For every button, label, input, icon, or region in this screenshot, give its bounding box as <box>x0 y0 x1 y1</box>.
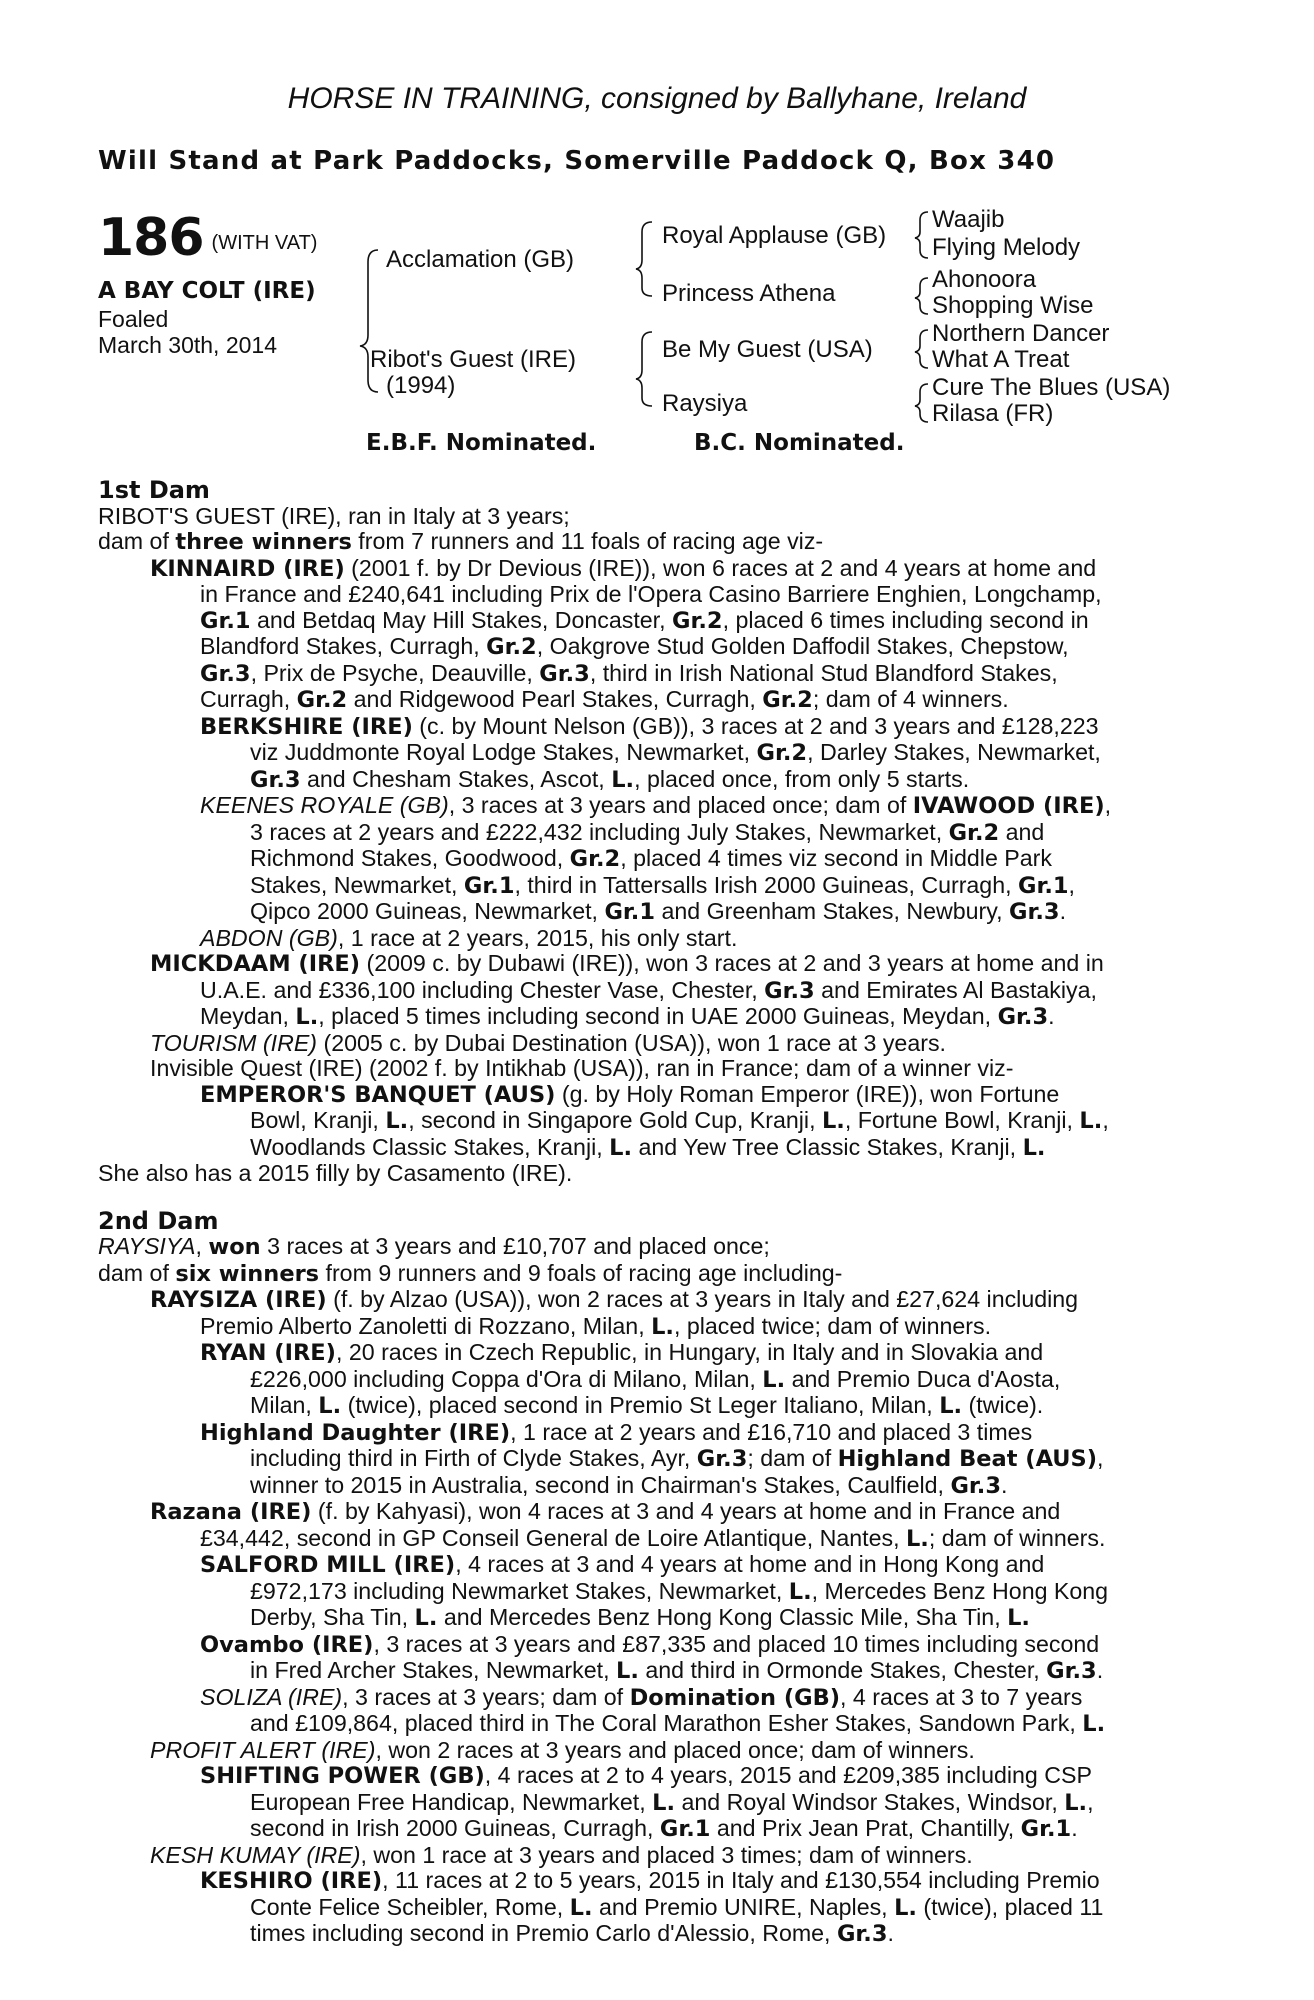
record-line: Derby, Sha Tin, L. and Mercedes Benz Hong Kong Classic Mile, Sha Tin, L. <box>250 1604 1030 1631</box>
lot-block <box>98 208 358 358</box>
ebf-nominated: E.B.F. Nominated. <box>366 430 597 456</box>
pedigree-sire-sire: Royal Applause (GB) <box>662 222 887 249</box>
record-line: MICKDAAM (IRE) (2009 c. by Dubawi (IRE)), won 3 races at 2 and 3 years at home and in <box>150 950 1104 977</box>
bold-text: six winners <box>175 1260 320 1287</box>
bold-text: KINNAIRD (IRE) <box>150 555 345 582</box>
record-line: £34,442, second in GP Conseil General de Loire Atlantique, Nantes, L.; dam of winners. <box>200 1524 1106 1552</box>
record-line: £972,173 including Newmarket Stakes, Newmarket, L., Mercedes Benz Hong Kong <box>250 1577 1109 1605</box>
bold-text: L. <box>1064 1789 1088 1816</box>
record-line: KESHIRO (IRE), 11 races at 2 to 5 years, 2015 in Italy and £130,554 including Premio <box>200 1867 1100 1894</box>
bold-text: Highland Beat (AUS) <box>837 1446 1098 1472</box>
record-line: KEENES ROYALE (GB), 3 races at 3 years and placed once; dam of IVAWOOD (IRE), <box>200 792 1112 819</box>
bold-text: L. <box>385 1108 409 1134</box>
record-line: Woodlands Classic Stakes, Kranji, L. and Yew Tree Classic Stakes, Kranji, L. <box>250 1133 1046 1161</box>
bold-text: Gr.1 <box>604 899 655 925</box>
brace-g3-3 <box>915 330 928 368</box>
brace-dam <box>636 332 652 406</box>
italic-text: KEENES ROYALE (GB) <box>200 792 449 818</box>
bold-text: L. <box>894 1894 917 1921</box>
record-line: viz Juddmonte Royal Lodge Stakes, Newmarket, Gr.2, Darley Stakes, Newmarket, <box>250 739 1101 766</box>
record-line: Qipco 2000 Guineas, Newmarket, Gr.1 and Greenham Stakes, Newbury, Gr.3. <box>250 898 1067 925</box>
bold-text: RAYSIZA (IRE) <box>150 1287 327 1313</box>
pedigree-sire: Acclamation (GB) <box>386 246 575 273</box>
bold-text: IVAWOOD (IRE) <box>912 793 1105 819</box>
lot-title: A BAY COLT (IRE) <box>98 278 316 304</box>
record-line: RAYSIZA (IRE) (f. by Alzao (USA)), won 2 races at 3 years in Italy and £27,624 including <box>150 1286 1079 1313</box>
record-line: Curragh, Gr.2 and Ridgewood Pearl Stakes, Curragh, Gr.2; dam of 4 winners. <box>200 686 1009 713</box>
bold-text: SHIFTING POWER (GB) <box>200 1763 485 1789</box>
bold-text: Gr.3 <box>836 1921 888 1947</box>
bold-text: L. <box>651 1313 674 1340</box>
bold-text: Ovambo (IRE) <box>200 1631 374 1658</box>
bold-text: Gr.3 <box>696 1446 748 1472</box>
bold-text: Gr.1 <box>463 872 515 899</box>
bold-text: Gr.2 <box>569 846 621 872</box>
bold-text: Gr.3 <box>950 1472 1001 1499</box>
stand-location: Will Stand at Park Paddocks, Somerville Paddock Q, Box 340 <box>98 146 1056 176</box>
record-line: SHIFTING POWER (GB), 4 races at 2 to 4 years, 2015 and £209,385 including CSP <box>200 1762 1092 1789</box>
pedigree-dam-sire: Be My Guest (USA) <box>662 336 873 363</box>
foaled-label: Foaled <box>98 306 169 332</box>
record-line: 3 races at 2 years and £222,432 including July Stakes, Newmarket, Gr.2 and <box>250 818 1045 846</box>
record-line: £226,000 including Coppa d'Ora di Milano, Milan, L. and Premio Duca d'Aosta, <box>250 1365 1061 1393</box>
record-line: SALFORD MILL (IRE), 4 races at 3 and 4 years at home and in Hong Kong and <box>200 1551 1045 1578</box>
pedigree-g3-4: Shopping Wise <box>932 292 1094 319</box>
italic-text: PROFIT ALERT (IRE) <box>150 1736 376 1763</box>
bold-text: won <box>208 1234 261 1260</box>
record-line: Invisible Quest (IRE) (2002 f. by Intikhab (USA)), ran in France; dam of a winner viz- <box>150 1055 1014 1081</box>
pedigree-g3-6: What A Treat <box>932 346 1070 373</box>
pedigree-g3-8: Rilasa (FR) <box>932 400 1054 427</box>
record-line: BERKSHIRE (IRE) (c. by Mount Nelson (GB)), 3 races at 2 and 3 years and £128,223 <box>200 712 1099 740</box>
consignment-header: HORSE IN TRAINING, consigned by Ballyhane, Ireland <box>287 82 1027 115</box>
record-line: She also has a 2015 filly by Casamento (IRE). <box>98 1160 573 1186</box>
bc-nominated: B.C. Nominated. <box>694 430 905 456</box>
record-line: Richmond Stakes, Goodwood, Gr.2, placed 4 times viz second in Middle Park <box>250 845 1052 872</box>
record-line: U.A.E. and £336,100 including Chester Vase, Chester, Gr.3 and Emirates Al Bastakiya, <box>200 976 1097 1004</box>
record-line: Milan, L. (twice), placed second in Premio St Leger Italiano, Milan, L. (twice). <box>250 1392 1044 1419</box>
first-dam-lines <box>98 504 1208 1187</box>
record-line: RIBOT'S GUEST (IRE), ran in Italy at 3 years; <box>98 502 570 529</box>
italic-text: RAYSIYA <box>98 1233 196 1259</box>
bold-text: Gr.3 <box>1009 899 1060 925</box>
pedigree-sire-dam: Princess Athena <box>662 280 836 307</box>
record-line: second in Irish 2000 Guineas, Curragh, Gr.1 and Prix Jean Prat, Chantilly, Gr.1. <box>250 1815 1078 1842</box>
foaled-date: March 30th, 2014 <box>98 332 278 358</box>
lot-vat: (WITH VAT) <box>211 232 318 254</box>
pedigree-g3-5: Northern Dancer <box>932 320 1110 347</box>
bold-text: RYAN (IRE) <box>200 1340 336 1366</box>
record-line: Razana (IRE) (f. by Kahyasi), won 4 races at 3 and 4 years at home and in France and <box>150 1498 1061 1525</box>
pedigree-dam-year: (1994) <box>386 372 456 399</box>
record-line: KINNAIRD (IRE) (2001 f. by Dr Devious (IRE)), won 6 races at 2 and 4 years at home and <box>150 554 1097 582</box>
record-line: Ovambo (IRE), 3 races at 3 years and £87,335 and placed 10 times including second <box>200 1630 1100 1658</box>
bold-text: L. <box>1007 1605 1030 1631</box>
bold-text: Gr.3 <box>200 660 251 687</box>
bold-text: L. <box>611 766 635 793</box>
pedigree-g3-3: Ahonoora <box>932 266 1037 293</box>
record-line: PROFIT ALERT (IRE), won 2 races at 3 years and placed once; dam of winners. <box>150 1736 975 1763</box>
bold-text: Gr.2 <box>672 607 723 634</box>
bold-text: L. <box>788 1578 812 1605</box>
bold-text: Gr.3 <box>250 766 301 793</box>
record-line: SOLIZA (IRE), 3 races at 3 years; dam of Domination (GB), 4 races at 3 to 7 years <box>200 1683 1083 1711</box>
record-line: Gr.1 and Betdaq May Hill Stakes, Doncaster, Gr.2, placed 6 times including second in <box>200 606 1089 634</box>
bold-text: Razana (IRE) <box>150 1499 312 1525</box>
pedigree-g3-7: Cure The Blues (USA) <box>932 374 1171 401</box>
bold-text: Gr.2 <box>762 687 813 713</box>
bold-text: L. <box>939 1393 963 1419</box>
record-line: Gr.3 and Chesham Stakes, Ascot, L., placed once, from only 5 starts. <box>250 765 970 793</box>
italic-text: TOURISM (IRE) <box>150 1029 318 1056</box>
record-line: RYAN (IRE), 20 races in Czech Republic, in Hungary, in Italy and in Slovakia and <box>200 1339 1044 1366</box>
lot-number: 186 <box>98 208 204 268</box>
record-line: ABDON (GB), 1 race at 2 years, 2015, his only start. <box>200 924 738 951</box>
bold-text: L. <box>652 1789 676 1816</box>
bold-text: EMPEROR'S BANQUET (AUS) <box>200 1081 556 1108</box>
record-line: Meydan, L., placed 5 times including second in UAE 2000 Guineas, Meydan, Gr.3. <box>200 1003 1055 1030</box>
bold-text: Highland Daughter (IRE) <box>200 1419 511 1446</box>
bold-text: MICKDAAM (IRE) <box>150 951 361 977</box>
record-line: in Fred Archer Stakes, Newmarket, L. and third in Ormonde Stakes, Chester, Gr.3. <box>250 1657 1104 1684</box>
record-line: dam of three winners from 7 runners and 11 foals of racing age viz- <box>98 528 824 555</box>
bold-text: L. <box>905 1525 929 1552</box>
record-line: dam of six winners from 9 runners and 9 foals of racing age including- <box>98 1259 843 1287</box>
bold-text: L. <box>295 1004 319 1030</box>
record-line: KESH KUMAY (IRE), won 1 race at 3 years and placed 3 times; dam of winners. <box>150 1841 973 1868</box>
bold-text: Gr.3 <box>1046 1658 1097 1684</box>
pedigree-dam: Ribot's Guest (IRE) <box>370 346 576 373</box>
brace-sire <box>636 222 652 296</box>
brace-g3-4 <box>915 384 928 422</box>
bold-text: Domination (GB) <box>629 1684 841 1711</box>
bold-text: L. <box>762 1366 786 1393</box>
bold-text: SALFORD MILL (IRE) <box>200 1552 456 1578</box>
record-line: Blandford Stakes, Curragh, Gr.2, Oakgrove Stud Golden Daffodil Stakes, Chepstow, <box>200 633 1069 660</box>
bold-text: KESHIRO (IRE) <box>200 1868 383 1894</box>
bold-text: L. <box>1079 1108 1103 1134</box>
bold-text: BERKSHIRE (IRE) <box>200 713 413 740</box>
record-line: winner to 2015 in Australia, second in Chairman's Stakes, Caulfield, Gr.3. <box>250 1471 1008 1499</box>
brace-g3-2 <box>915 278 928 314</box>
produce-record <box>98 478 1208 1948</box>
bold-text: L. <box>1082 1711 1106 1737</box>
pedigree-g3-2: Flying Melody <box>932 234 1081 261</box>
first-dam-heading: 1st Dam <box>98 476 210 504</box>
second-dam-lines <box>98 1234 1208 1948</box>
record-line: Bowl, Kranji, L., second in Singapore Gold Cup, Kranji, L., Fortune Bowl, Kranji, L., <box>250 1107 1109 1134</box>
pedigree-dam-dam: Raysiya <box>662 390 748 417</box>
record-line: Premio Alberto Zanoletti di Rozzano, Milan, L., placed twice; dam of winners. <box>200 1312 992 1340</box>
record-line: EMPEROR'S BANQUET (AUS) (g. by Holy Roman Emperor (IRE)), won Fortune <box>200 1080 1060 1108</box>
record-line: Highland Daughter (IRE), 1 race at 2 years and £16,710 and placed 3 times <box>200 1418 1033 1446</box>
bold-text: L. <box>609 1134 633 1161</box>
second-dam-heading: 2nd Dam <box>98 1206 219 1235</box>
bold-text: Gr.1 <box>1020 1816 1072 1842</box>
bold-text: three winners <box>175 529 352 555</box>
record-line: times including second in Premio Carlo d'Alessio, Rome, Gr.3. <box>250 1920 894 1947</box>
brace-g3-1 <box>915 212 928 258</box>
bold-text: L. <box>569 1894 593 1921</box>
bold-text: Gr.3 <box>764 977 815 1004</box>
bold-text: L. <box>414 1605 438 1631</box>
bold-text: L. <box>821 1108 845 1134</box>
pedigree-g3-1: Waajib <box>932 206 1005 233</box>
bold-text: Gr.2 <box>756 740 808 766</box>
bold-text: Gr.2 <box>296 687 348 713</box>
bold-text: Gr.3 <box>539 660 590 687</box>
record-line: TOURISM (IRE) (2005 c. by Dubai Destination (USA)), won 1 race at 3 years. <box>150 1029 946 1056</box>
record-line: RAYSIYA, won 3 races at 3 years and £10,707 and placed once; <box>98 1233 770 1260</box>
bold-text: Gr.1 <box>1017 872 1069 899</box>
bold-text: L. <box>615 1658 639 1684</box>
italic-text: SOLIZA (IRE) <box>200 1683 343 1710</box>
bold-text: L. <box>318 1393 342 1419</box>
bold-text: Gr.2 <box>948 819 1000 846</box>
record-line: European Free Handicap, Newmarket, L. and Royal Windsor Stakes, Windsor, L., <box>250 1788 1094 1816</box>
italic-text: ABDON (GB) <box>200 924 338 951</box>
italic-text: KESH KUMAY (IRE) <box>150 1841 361 1868</box>
bold-text: Gr.1 <box>200 607 251 634</box>
bold-text: Gr.3 <box>997 1004 1049 1030</box>
bold-text: Gr.1 <box>659 1816 711 1842</box>
record-line: in France and £240,641 including Prix de l'Opera Casino Barriere Enghien, Longchamp, <box>200 581 1102 607</box>
bold-text: L. <box>1022 1134 1046 1161</box>
record-line: and £109,864, placed third in The Coral Marathon Esher Stakes, Sandown Park, L. <box>250 1710 1106 1737</box>
record-line: Stakes, Newmarket, Gr.1, third in Tattersalls Irish 2000 Guineas, Curragh, Gr.1, <box>250 871 1075 899</box>
bold-text: Gr.2 <box>486 634 537 660</box>
record-line: Conte Felice Scheibler, Rome, L. and Premio UNIRE, Naples, L. (twice), placed 11 <box>250 1893 1104 1921</box>
record-line: Gr.3, Prix de Psyche, Deauville, Gr.3, third in Irish National Stud Blandford Stakes, <box>200 659 1058 687</box>
record-line: including third in Firth of Clyde Stakes, Ayr, Gr.3; dam of Highland Beat (AUS), <box>250 1445 1104 1472</box>
